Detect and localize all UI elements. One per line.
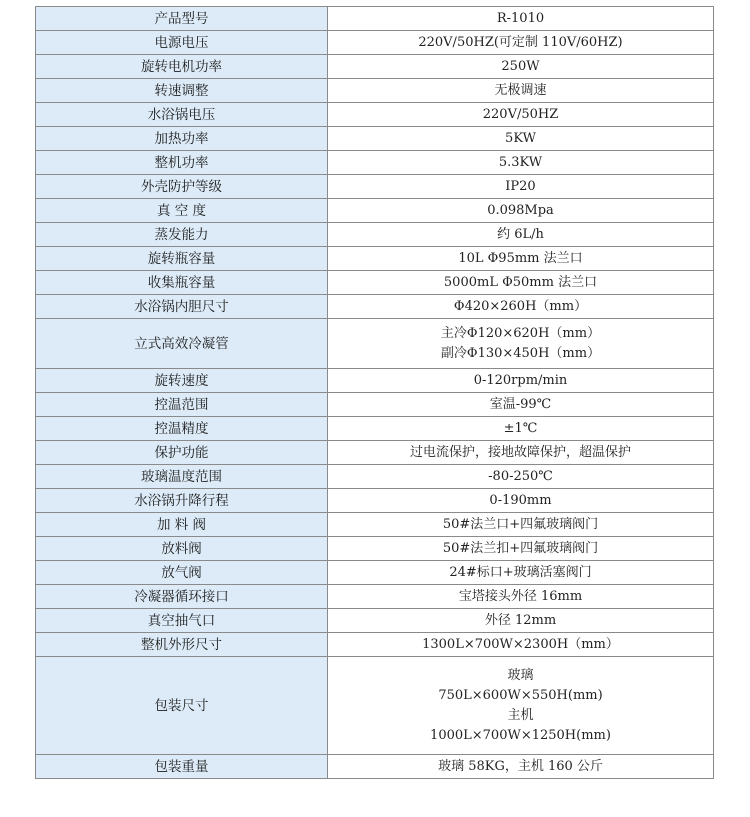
- spec-label: 玻璃温度范围: [36, 465, 328, 489]
- table-row: [36, 441, 714, 465]
- spec-value-line: 220V/50HZ(可定制 110V/60HZ): [418, 34, 623, 50]
- spec-value-line: 5KW: [505, 130, 536, 146]
- table-row: [36, 79, 714, 103]
- table-row: [36, 657, 714, 755]
- spec-label: 收集瓶容量: [36, 271, 328, 295]
- spec-value-line: 主机: [507, 707, 534, 723]
- spec-label: 产品型号: [36, 7, 328, 31]
- spec-value-line: 副冷Φ130×450H（mm）: [440, 345, 601, 361]
- table-row: [36, 199, 714, 223]
- spec-value: [328, 417, 714, 441]
- spec-value: [328, 271, 714, 295]
- spec-value-line: -80-250℃: [488, 468, 553, 484]
- spec-value-line: 250W: [501, 58, 540, 74]
- spec-label: 整机功率: [36, 151, 328, 175]
- spec-label: 控温精度: [36, 417, 328, 441]
- spec-value: [328, 465, 714, 489]
- spec-value: [328, 393, 714, 417]
- spec-label: 水浴锅内胆尺寸: [36, 295, 328, 319]
- spec-value-line: 5.3KW: [498, 154, 543, 170]
- spec-label: 保护功能: [36, 441, 328, 465]
- spec-table: [35, 6, 714, 779]
- spec-label: 包装重量: [36, 755, 328, 779]
- spec-label: 冷凝器循环接口: [36, 585, 328, 609]
- spec-value: [328, 657, 714, 755]
- spec-label: 蒸发能力: [36, 223, 328, 247]
- spec-value: [328, 513, 714, 537]
- spec-value: [328, 633, 714, 657]
- table-row: [36, 369, 714, 393]
- spec-value: [328, 609, 714, 633]
- table-row: [36, 151, 714, 175]
- table-row: [36, 537, 714, 561]
- spec-value: [328, 295, 714, 319]
- spec-value-line: 玻璃: [507, 667, 534, 683]
- spec-label: 放气阀: [36, 561, 328, 585]
- spec-value: [328, 55, 714, 79]
- spec-value-line: 0.098Mpa: [487, 202, 554, 218]
- spec-value-line: 无极调速: [494, 82, 547, 98]
- spec-value-line: 50#法兰口+四氟玻璃阀门: [442, 516, 599, 532]
- spec-value: [328, 151, 714, 175]
- table-row: [36, 31, 714, 55]
- spec-value: [328, 561, 714, 585]
- spec-value-line: 约 6L/h: [497, 226, 544, 242]
- table-row: [36, 319, 714, 369]
- spec-value: [328, 489, 714, 513]
- spec-value-line: 1000L×700W×1250H(mm): [430, 727, 611, 743]
- table-row: [36, 103, 714, 127]
- spec-value-line: Φ420×260H（mm）: [453, 298, 588, 314]
- table-row: [36, 223, 714, 247]
- spec-value: [328, 79, 714, 103]
- spec-value-line: 24#标口+玻璃活塞阀门: [449, 564, 592, 580]
- spec-value: [328, 369, 714, 393]
- table-row: [36, 417, 714, 441]
- spec-value-line: 0-190mm: [489, 492, 552, 508]
- spec-value: [328, 223, 714, 247]
- spec-value: [328, 585, 714, 609]
- spec-value: [328, 199, 714, 223]
- table-row: [36, 295, 714, 319]
- spec-label: 电源电压: [36, 31, 328, 55]
- spec-value-line: 室温-99℃: [489, 396, 552, 412]
- spec-label: 加热功率: [36, 127, 328, 151]
- spec-value: [328, 247, 714, 271]
- spec-label: 整机外形尺寸: [36, 633, 328, 657]
- spec-value: [328, 319, 714, 369]
- spec-value-line: 1300L×700W×2300H（mm）: [422, 636, 619, 652]
- spec-value: [328, 31, 714, 55]
- spec-label: 加 料 阀: [36, 513, 328, 537]
- spec-value-line: 主冷Φ120×620H（mm）: [440, 325, 601, 341]
- table-row: [36, 513, 714, 537]
- spec-value-line: IP20: [505, 178, 536, 194]
- table-row: [36, 7, 714, 31]
- table-row: [36, 755, 714, 779]
- spec-label: 包装尺寸: [36, 657, 328, 755]
- table-row: [36, 489, 714, 513]
- spec-label: 真空抽气口: [36, 609, 328, 633]
- spec-value-line: 750L×600W×550H(mm): [438, 687, 603, 703]
- spec-value-line: 玻璃 58KG，主机 160 公斤: [438, 758, 603, 774]
- spec-value-line: 5000mL Φ50mm 法兰口: [443, 274, 598, 290]
- spec-value: [328, 537, 714, 561]
- spec-label: 转速调整: [36, 79, 328, 103]
- spec-label: 放料阀: [36, 537, 328, 561]
- table-row: [36, 633, 714, 657]
- spec-value-line: 50#法兰扣+四氟玻璃阀门: [442, 540, 599, 556]
- spec-value-line: 外径 12mm: [484, 612, 557, 628]
- table-row: [36, 561, 714, 585]
- table-row: [36, 127, 714, 151]
- spec-value-line: ±1℃: [503, 420, 538, 436]
- spec-label: 旋转电机功率: [36, 55, 328, 79]
- spec-value: [328, 103, 714, 127]
- spec-label: 旋转速度: [36, 369, 328, 393]
- table-row: [36, 393, 714, 417]
- spec-label: 控温范围: [36, 393, 328, 417]
- spec-value: [328, 127, 714, 151]
- table-row: [36, 609, 714, 633]
- spec-value-line: 220V/50HZ: [482, 106, 559, 122]
- spec-label: 水浴锅升降行程: [36, 489, 328, 513]
- table-row: [36, 247, 714, 271]
- spec-label: 旋转瓶容量: [36, 247, 328, 271]
- spec-label: 水浴锅电压: [36, 103, 328, 127]
- spec-value: [328, 755, 714, 779]
- spec-value-line: 0-120rpm/min: [473, 372, 568, 388]
- table-row: [36, 271, 714, 295]
- spec-value: [328, 175, 714, 199]
- table-row: [36, 55, 714, 79]
- table-row: [36, 585, 714, 609]
- spec-label: 真 空 度: [36, 199, 328, 223]
- spec-value-line: 过电流保护，接地故障保护，超温保护: [409, 444, 631, 460]
- spec-value-line: 10L Φ95mm 法兰口: [458, 250, 583, 266]
- table-row: [36, 175, 714, 199]
- spec-table-body: [36, 7, 714, 779]
- spec-label: 外壳防护等级: [36, 175, 328, 199]
- spec-value-line: 宝塔接头外径 16mm: [458, 588, 583, 604]
- table-row: [36, 465, 714, 489]
- spec-label: 立式高效冷凝管: [36, 319, 328, 369]
- spec-value-line: R-1010: [496, 10, 545, 26]
- spec-value: [328, 7, 714, 31]
- spec-value: [328, 441, 714, 465]
